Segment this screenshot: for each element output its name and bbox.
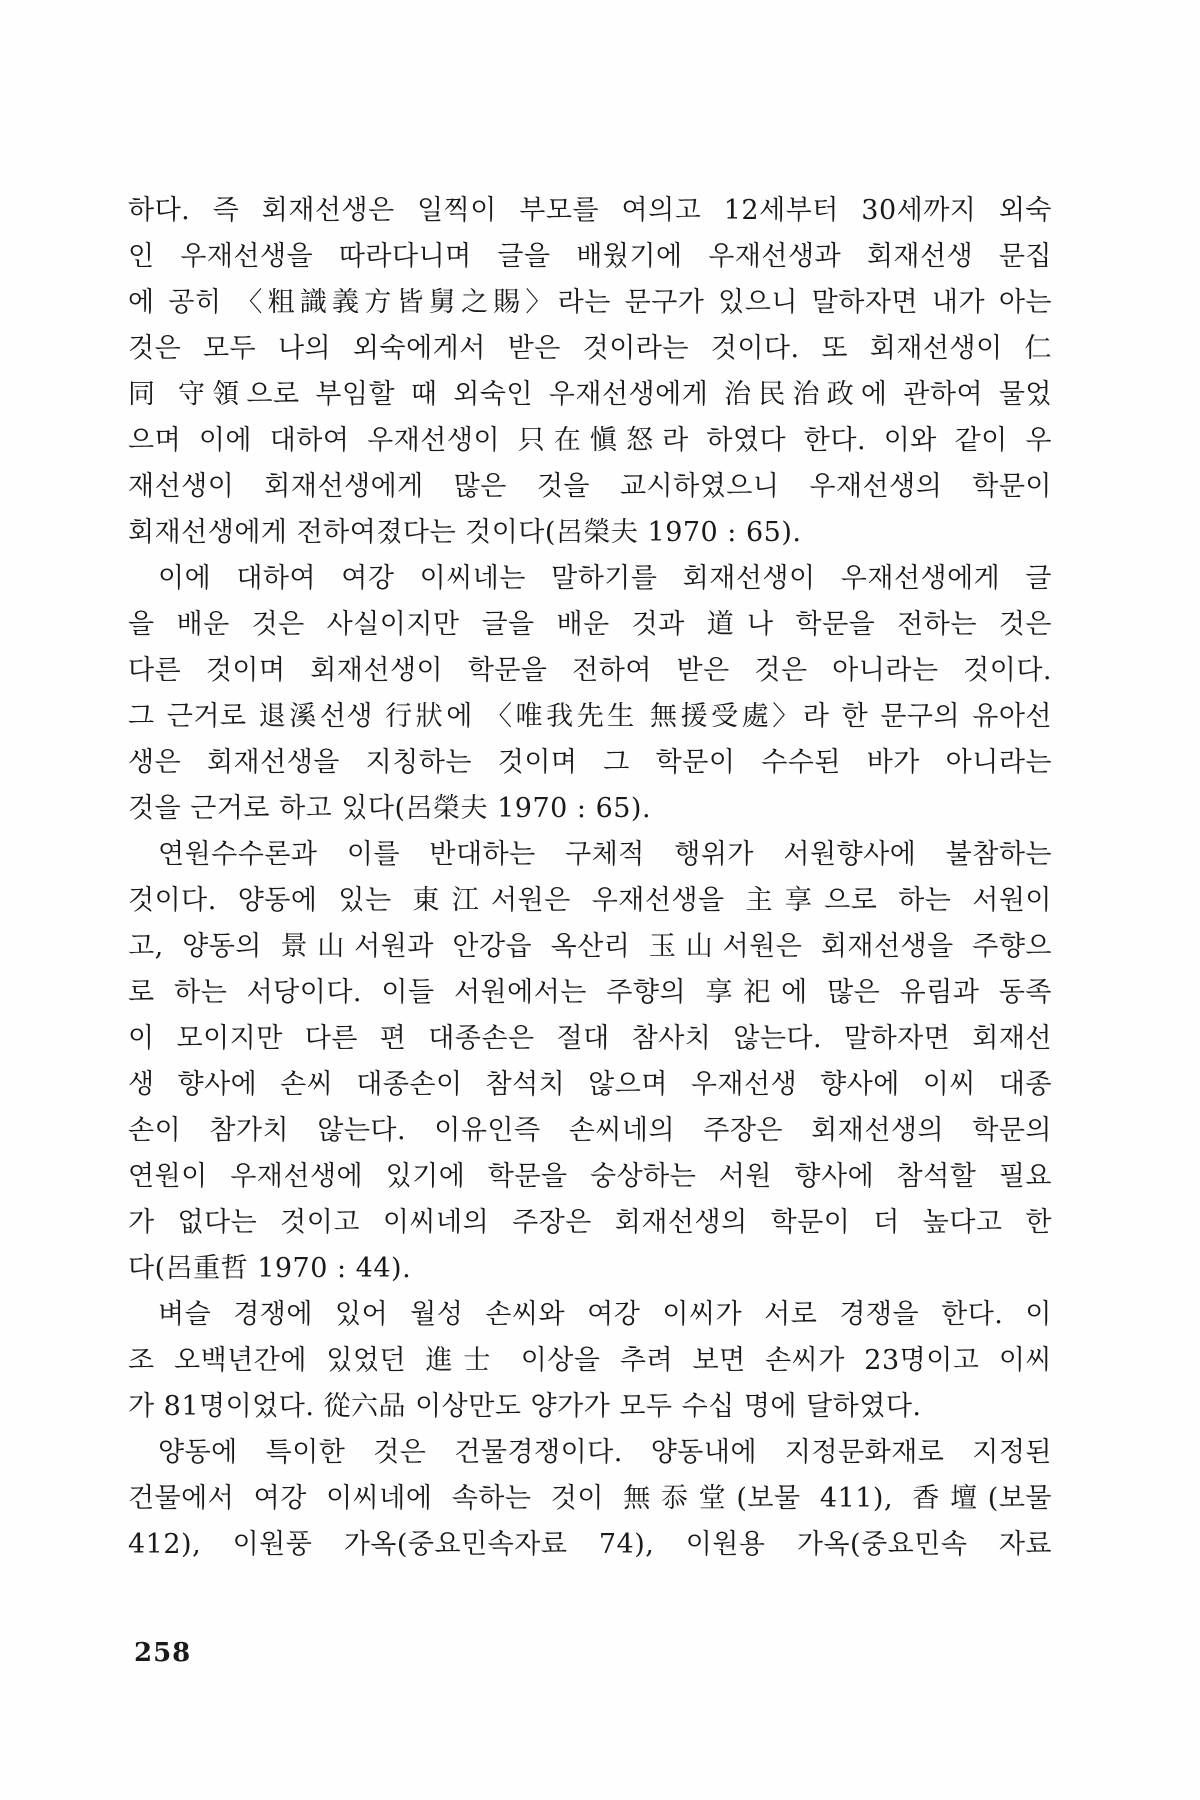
text-line: 것은 모두 나의 외숙에게서 받은 것이라는 것이다. 또 회재선생이 仁 — [128, 333, 1052, 364]
text-line: 조 오백년간에 있었던 進士 이상을 추려 보면 손씨가 23명이고 이씨 — [128, 1345, 1052, 1376]
text-line: 가 81명이었다. 從六品 이상만도 양가가 모두 수십 명에 달하였다. — [128, 1391, 922, 1422]
text-line: 에 공히 〈粗識義方皆舅之賜〉라는 문구가 있으니 말하자면 내가 아는 — [128, 287, 1052, 318]
text-line: 다(呂重哲 1970 : 44). — [128, 1253, 412, 1284]
text-line: 다른 것이며 회재선생이 학문을 전하여 받은 것은 아니라는 것이다. — [128, 655, 1052, 686]
text-line: 손이 참가치 않는다. 이유인즉 손씨네의 주장은 회재선생의 학문의 — [128, 1115, 1052, 1146]
text-line: 그 근거로 退溪선생 行狀에 〈唯我先生 無援受處〉라 한 문구의 유아선 — [128, 701, 1052, 732]
text-line: 으며 이에 대하여 우재선생이 只在愼怒라 하였다 한다. 이와 같이 우 — [128, 425, 1052, 456]
text-line: 벼슬 경쟁에 있어 월성 손씨와 여강 이씨가 서로 경쟁을 한다. 이 — [158, 1299, 1052, 1330]
text-line: 회재선생에게 전하여졌다는 것이다(呂榮夫 1970 : 65). — [128, 517, 802, 548]
text-line: 생 향사에 손씨 대종손이 참석치 않으며 우재선생 향사에 이씨 대종 — [128, 1069, 1052, 1100]
body-text — [128, 188, 1052, 1568]
text-line: 이 모이지만 다른 편 대종손은 절대 참사치 않는다. 말하자면 회재선 — [128, 1023, 1052, 1054]
text-line: 양동에 특이한 것은 건물경쟁이다. 양동내에 지정문화재로 지정된 — [158, 1437, 1052, 1468]
text-line: 하다. 즉 회재선생은 일찍이 부모를 여의고 12세부터 30세까지 외숙 — [128, 195, 1052, 226]
text-line: 인 우재선생을 따라다니며 글을 배웠기에 우재선생과 회재선생 문집 — [128, 241, 1052, 272]
text-line: 가 없다는 것이고 이씨네의 주장은 회재선생의 학문이 더 높다고 한 — [128, 1207, 1052, 1238]
page-number: 258 — [134, 1638, 192, 1668]
text-line: 을 배운 것은 사실이지만 글을 배운 것과 道나 학문을 전하는 것은 — [128, 609, 1052, 640]
text-line: 연원이 우재선생에 있기에 학문을 숭상하는 서원 향사에 참석할 필요 — [128, 1161, 1052, 1192]
text-line: 것이다. 양동에 있는 東江서원은 우재선생을 主享으로 하는 서원이 — [128, 885, 1052, 916]
text-line: 재선생이 회재선생에게 많은 것을 교시하였으니 우재선생의 학문이 — [128, 471, 1052, 502]
text-line: 생은 회재선생을 지칭하는 것이며 그 학문이 수수된 바가 아니라는 — [128, 747, 1052, 778]
text-line: 것을 근거로 하고 있다(呂榮夫 1970 : 65). — [128, 793, 652, 824]
text-line: 412), 이원풍 가옥(중요민속자료 74), 이원용 가옥(중요민속 자료 — [128, 1529, 1052, 1560]
text-line: 이에 대하여 여강 이씨네는 말하기를 회재선생이 우재선생에게 글 — [158, 563, 1052, 594]
text-line: 로 하는 서당이다. 이들 서원에서는 주향의 享祀에 많은 유림과 동족 — [128, 977, 1052, 1008]
text-line: 연원수수론과 이를 반대하는 구체적 행위가 서원향사에 불참하는 — [158, 839, 1052, 870]
text-line: 고, 양동의 景山서원과 안강읍 옥산리 玉山서원은 회재선생을 주향으 — [128, 931, 1052, 962]
text-line: 同 守領으로 부임할 때 외숙인 우재선생에게 治民治政에 관하여 물었 — [128, 379, 1052, 410]
text-line: 건물에서 여강 이씨네에 속하는 것이 無忝堂(보물 411), 香壇(보물 — [128, 1483, 1052, 1514]
